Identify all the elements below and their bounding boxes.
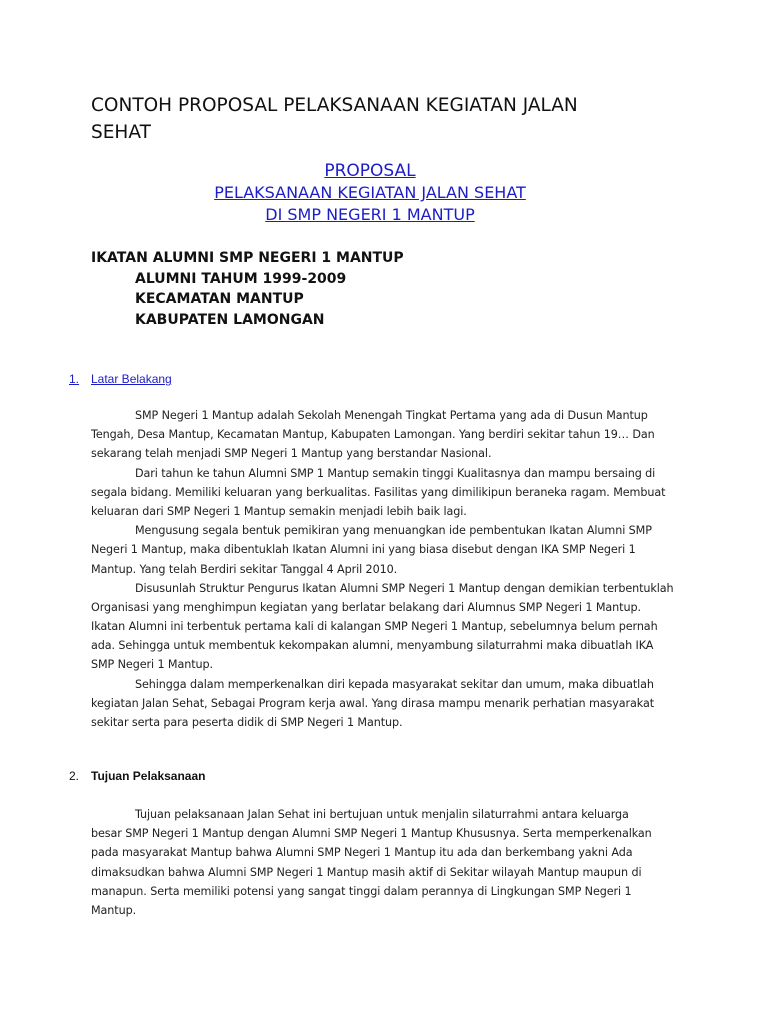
- org-line: ALUMNI TAHUM 1999-2009: [135, 270, 347, 287]
- section-1-number[interactable]: 1.: [69, 372, 80, 386]
- org-line: KECAMATAN MANTUP: [135, 291, 304, 307]
- text-line: Organisasi yang menghimpun kegiatan yang berlatar belakang dari Alumnus SMP Negeri 1 Mantup.: [91, 600, 641, 614]
- section-2-number: 2.: [69, 769, 80, 783]
- page-title: [91, 92, 691, 146]
- text-line: Negeri 1 Mantup, maka dibentuklah Ikatan Alumni ini yang biasa disebut dengan IKA SMP Negeri 1: [91, 543, 636, 557]
- text-line: besar SMP Negeri 1 Mantup dengan Alumni SMP Negeri 1 Mantup Khususnya. Serta memperkenalkan: [91, 827, 652, 841]
- text-line: sekarang telah menjadi SMP Negeri 1 Mantup yang berstandar Nasional.: [91, 447, 492, 461]
- text-line: Mantup. Yang telah Berdiri sekitar Tanggal 4 April 2010.: [91, 562, 398, 576]
- activity-link[interactable]: PELAKSANAAN KEGIATAN JALAN SEHAT: [214, 183, 526, 202]
- org-line: IKATAN ALUMNI SMP NEGERI 1 MANTUP: [91, 250, 404, 266]
- organization-block: [91, 248, 404, 330]
- page-title-line-2: SEHAT: [91, 122, 151, 143]
- text-line: Disusunlah Struktur Pengurus Ikatan Alumni SMP Negeri 1 Mantup dengan demikian terbentuklah: [135, 581, 674, 595]
- text-line: manapun. Serta memiliki potensi yang sangat tinggi dalam perannya di Lingkungan SMP Negeri 1: [91, 884, 632, 898]
- proposal-heading: [150, 160, 590, 226]
- org-line: KABUPATEN LAMONGAN: [135, 311, 325, 328]
- section-2-body: [91, 805, 691, 920]
- section-1-label[interactable]: Latar Belakang: [91, 372, 172, 386]
- section-1-heading[interactable]: [69, 371, 172, 387]
- text-line: Sehingga dalam memperkenalkan diri kepada masyarakat sekitar dan umum, maka dibuatlah: [135, 677, 654, 691]
- section-2-label: Tujuan Pelaksanaan: [91, 769, 206, 783]
- school-link[interactable]: DI SMP NEGERI 1 MANTUP: [265, 205, 475, 224]
- text-line: Mantup.: [91, 903, 137, 917]
- text-line: segala bidang. Memiliki keluaran yang berkualitas. Fasilitas yang dimilikipun beraneka ragam. Membuat: [91, 485, 666, 499]
- text-line: Tengah, Desa Mantup, Kecamatan Mantup, Kabupaten Lamongan. Yang berdiri sekitar tahun 19… Dan: [91, 428, 655, 442]
- text-line: SMP Negeri 1 Mantup adalah Sekolah Menengah Tingkat Pertama yang ada di Dusun Mantup: [135, 409, 648, 422]
- text-line: Mengusung segala bentuk pemikiran yang menuangkan ide pembentukan Ikatan Alumni SMP: [135, 524, 652, 538]
- text-line: Tujuan pelaksanaan Jalan Sehat ini bertujuan untuk menjalin silaturrahmi antara keluarga: [135, 808, 629, 821]
- proposal-link[interactable]: PROPOSAL: [324, 161, 416, 181]
- text-line: pada masyarakat Mantup bahwa Alumni SMP Negeri 1 Mantup itu ada dan berkembang yakni Ada: [91, 846, 633, 860]
- section-1-body: [91, 406, 691, 732]
- text-line: dimaksudkan bahwa Alumni SMP Negeri 1 Mantup masih aktif di Sekitar wilayah Mantup maupun di: [91, 865, 642, 879]
- text-line: SMP Negeri 1 Mantup.: [91, 658, 213, 672]
- text-line: Dari tahun ke tahun Alumni SMP 1 Mantup semakin tinggi Kualitasnya dan mampu bersaing di: [135, 466, 656, 480]
- text-line: sekitar serta para peserta didik di SMP Negeri 1 Mantup.: [91, 716, 403, 729]
- page-title-line-1: CONTOH PROPOSAL PELAKSANAAN KEGIATAN JALAN: [91, 95, 578, 116]
- section-2-heading: [69, 768, 206, 784]
- text-line: keluaran dari SMP Negeri 1 Mantup semakin menjadi lebih baik lagi.: [91, 504, 467, 518]
- text-line: ada. Sehingga untuk membentuk kekompakan alumni, menyambung silaturrahmi maka dibuatlah IKA: [91, 639, 654, 653]
- text-line: Ikatan Alumni ini terbentuk pertama kali di kalangan SMP Negeri 1 Mantup, sebelumnya belum pernah: [91, 620, 658, 634]
- text-line: kegiatan Jalan Sehat, Sebagai Program kerja awal. Yang dirasa mampu menarik perhatian masyarakat: [91, 696, 655, 710]
